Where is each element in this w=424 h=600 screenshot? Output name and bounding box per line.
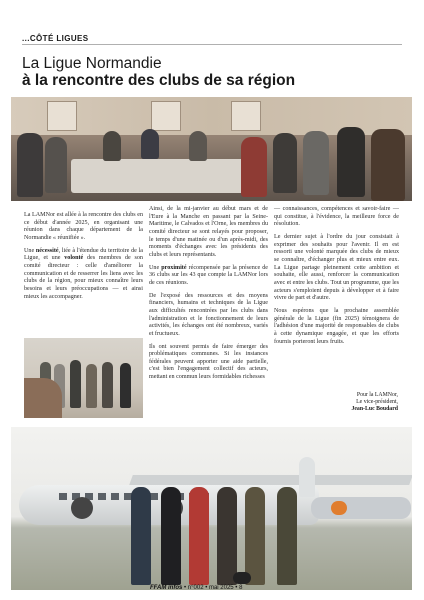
article-title-line1: La Ligue Normandie [22,55,162,72]
text-column-3 [274,206,399,351]
signature-line: Pour la LAMNor, [356,392,398,398]
page-number: 8 [239,585,243,591]
group-photo [24,338,143,418]
text-column-1 [24,212,143,306]
page-footer [150,585,242,591]
aircraft-group-photo [11,427,412,590]
article-title-line2: à la rencontre des clubs de sa région [22,72,296,89]
signature-name: Jean-Luc Boudard [351,406,398,412]
paragraph: Nous espérons que la prochaine assemblée générale de la Ligue (fin 2025) témoignera de l'adhésion d'une majorité de responsables de clubs à cette dynamique engagée, et que les efforts fournis porteront leurs fruits. [274,307,399,345]
paragraph: Une nécessité, liée à l'étendue du territoire de la Ligue, et une volonté des membres de son comité directeur : celle d'améliorer la communication et de resserrer les liens avec les clubs de la région, pour mieux connaître leurs besoins et leurs préoccupations — et ainsi mieux les accompagner. [24,247,143,300]
footer-brand: FFAM infos [150,585,183,591]
footer-issue: • n°002 • mai 2025 • [182,585,240,591]
paragraph: La LAMNor est allée à la rencontre des clubs en ce début d'année 2025, en organisant une réunion dans chaque département de la Normandie « réunifiée ». [24,212,143,241]
paragraph: — connaissances, compétences et savoir-faire — qui constitue, à l'évidence, la meilleure force de résolution. [274,206,399,228]
signature-block [351,392,398,413]
paragraph: De l'exposé des ressources et des moyens financiers, humains et techniques de la Ligue aux difficultés rencontrées par les clubs dans l'administration et le fonctionnement de leurs activités, les échanges ont été nombreux, variés et fructueux. [149,292,268,337]
paragraph: Ils ont souvent permis de faire émerger des problématiques communes. Si les instances fédérales peuvent apporter une aide partielle, c'est bien l'engagement collectif des acteurs, mettant en commun leurs formidables richesses [149,343,268,381]
paragraph: Ainsi, de la mi-janvier au début mars et de l'Eure à la Manche en passant par la Seine-Maritime, le Calvados et l'Orne, les membres du comité directeur se sont relayés pour proposer, le temps d'une matinée ou d'un après-midi, des moments d'échanges avec les présidents des clubs et leurs représentants. [149,206,268,258]
text-column-2 [149,206,268,387]
section-divider [22,44,402,45]
meeting-photo [11,97,412,201]
paragraph: Le dernier sujet à l'ordre du jour consistait à exprimer des souhaits pour l'avenir. Il en est ressorti une volonté marquée des clubs de mieux se connaître, d'échanger plus et mieux entre eux. La Ligue partage pleinement cette ambition et souhaite, elle aussi, renforcer la communication avec et entre les clubs. Tout un programme, que les acteurs s'emploient depuis à développer et à faire vivre de part et d'autre. [274,233,399,302]
paragraph: Une proximité récompensée par la présence de 36 clubs sur les 43 que compte la LAMNor lors de ces réunions. [149,264,268,286]
signature-line: Le vice-président, [356,399,398,405]
section-label: ...CÔTÉ LIGUES [22,34,89,43]
